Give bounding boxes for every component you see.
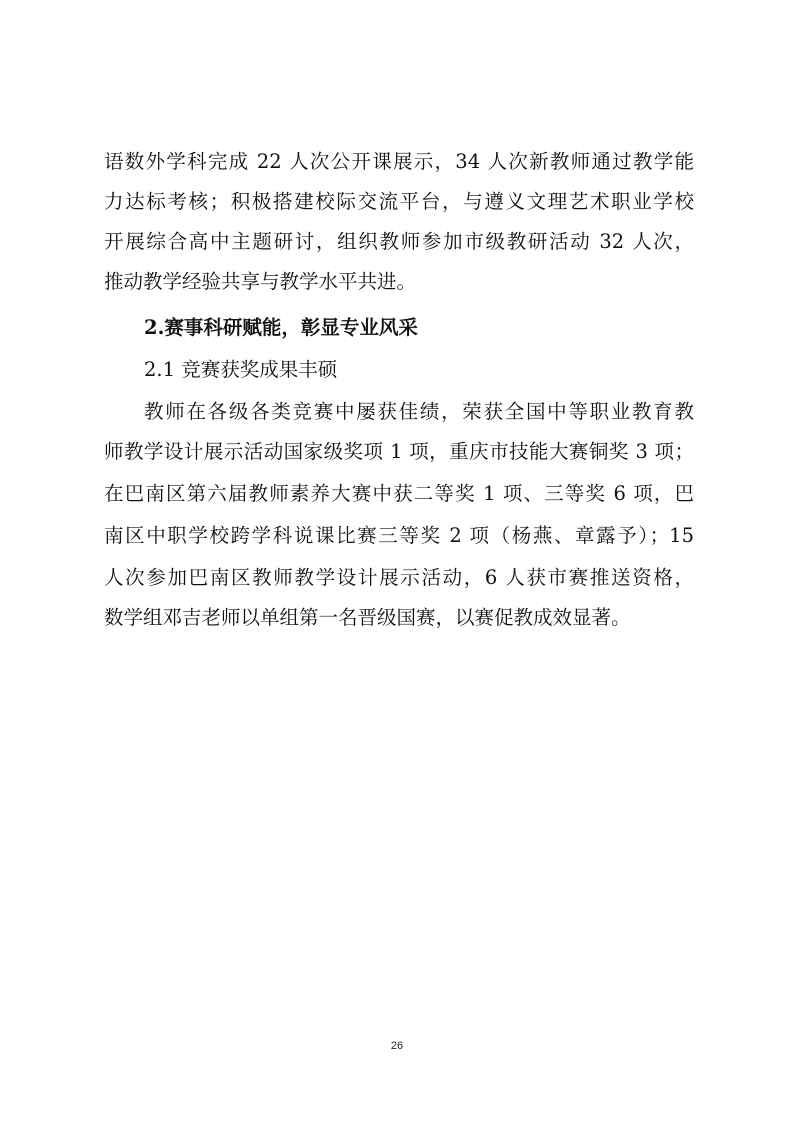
paragraph-1-line-4: 推动教学经验共享与教学水平共进。: [104, 270, 417, 293]
paragraph-2-line-5: 人次参加巴南区教师教学设计展示活动，6 人获市赛推送资格，: [104, 566, 694, 589]
paragraph-2-line-4: 南区中职学校跨学科说课比赛三等奖 2 项（杨燕、章露予）；15: [104, 524, 694, 547]
paragraph-2-line-1: 教师在各级各类竞赛中屡获佳绩，荣获全国中等职业教育教: [144, 400, 694, 423]
paragraph-1-line-2: 力达标考核；积极搭建校际交流平台，与遵义文理艺术职业学校: [104, 190, 694, 213]
page-number: 26: [390, 1040, 404, 1052]
paragraph-2-line-3: 在巴南区第六届教师素养大赛中获二等奖 1 项、三等奖 6 项，巴: [104, 482, 694, 505]
paragraph-2-line-6: 数学组邓吉老师以单组第一名晋级国赛，以赛促教成效显著。: [104, 606, 631, 629]
section-heading: 2.赛事科研赋能，彰显专业风采: [144, 316, 418, 339]
paragraph-1-line-3: 开展综合高中主题研讨，组织教师参加市级教研活动 32 人次，: [104, 230, 694, 253]
paragraph-1-line-1: 语数外学科完成 22 人次公开课展示，34 人次新教师通过教学能: [104, 150, 694, 173]
subsection-heading: 2.1 竞赛获奖成果丰硕: [144, 358, 338, 381]
paragraph-2-line-2: 师教学设计展示活动国家级奖项 1 项，重庆市技能大赛铜奖 3 项；: [104, 440, 694, 463]
